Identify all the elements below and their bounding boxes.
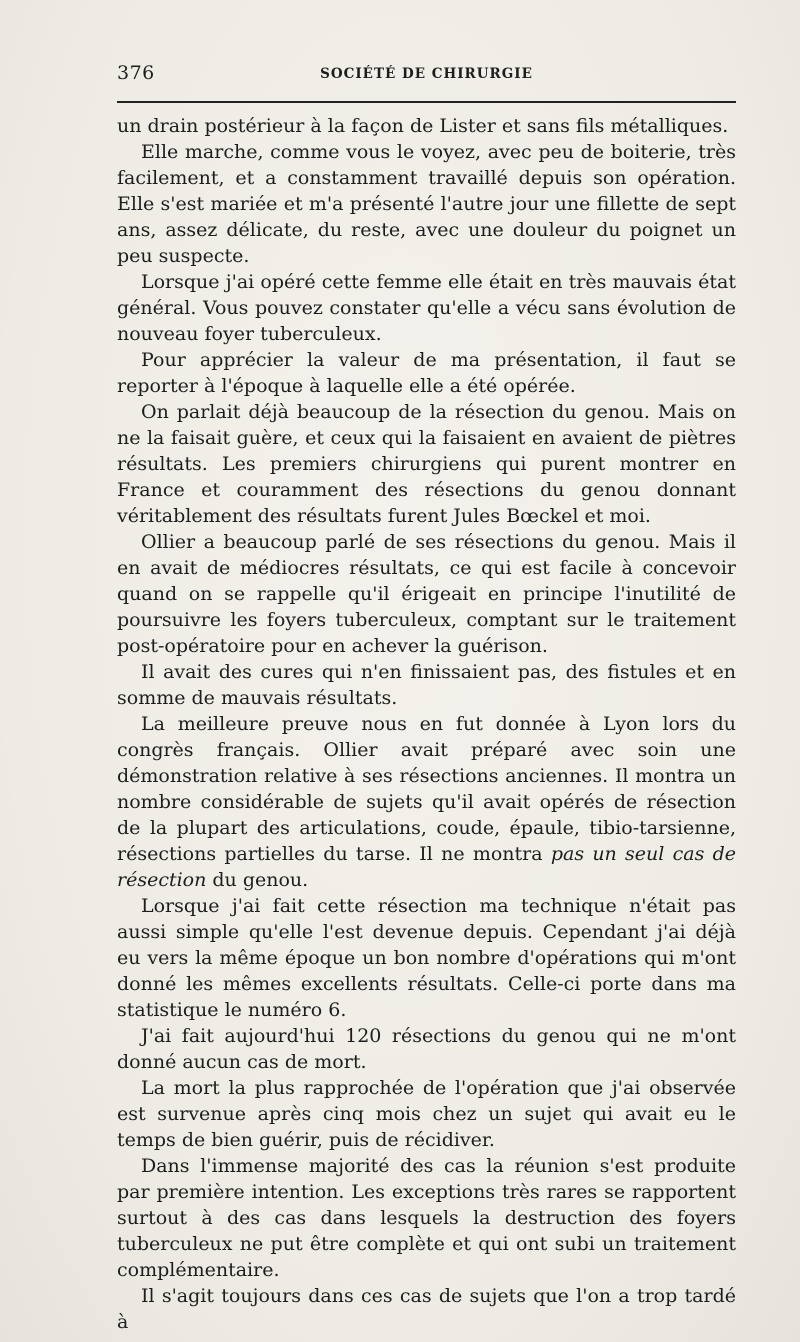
- paragraph: [117, 711, 736, 893]
- paragraph: Lorsque j'ai opéré cette femme elle était en très mauvais état général. Vous pouvez constater qu'elle a vécu sans évolution de nouveau foyer tuberculeux.: [117, 271, 736, 345]
- italic-emphasis: pas un seul cas de résection: [117, 843, 736, 891]
- paragraph: Ollier a beaucoup parlé de ses résections du genou. Mais il en avait de médiocres résultats, ce qui est facile à concevoir quand on se rappelle qu'il érigeait en principe l'inutilité de poursuivre les foyers tuberculeux, comptant sur le traitement post-opératoire pour en achever la guérison.: [117, 531, 736, 657]
- paragraph: Elle marche, comme vous le voyez, avec peu de boiterie, très facilement, et a constamment travaillé depuis son opération. Elle s'est mariée et m'a présenté l'autre jour une fillette de sept ans, assez délicate, du reste, avec une douleur du poignet un peu suspecte.: [117, 141, 736, 267]
- paragraph: Lorsque j'ai fait cette résection ma technique n'était pas aussi simple qu'elle l'est devenue depuis. Cependant j'ai déjà eu vers la même époque un bon nombre d'opérations qui m'ont donné les mêmes excellents résultats. Celle-ci porte dans ma statistique le numéro 6.: [117, 895, 736, 1021]
- paragraph: Il s'agit toujours dans ces cas de sujets que l'on a trop tardé à: [117, 1285, 736, 1333]
- paragraph: On parlait déjà beaucoup de la résection du genou. Mais on ne la faisait guère, et ceux qui la faisaient en avaient de piètres résultats. Les premiers chirurgiens qui purent montrer en France et couramment des résections du genou donnant véritablement des résultats furent Jules Bœckel et moi.: [117, 401, 736, 527]
- paragraph: Dans l'immense majorité des cas la réunion s'est produite par première intention. Les exceptions très rares se rapportent surtout à des cas dans lesquels la destruction des foyers tuberculeux ne put être complète et qui ont subi un traitement complémentaire.: [117, 1155, 736, 1281]
- paragraph: Il avait des cures qui n'en finissaient pas, des fistules et en somme de mauvais résultats.: [117, 661, 736, 709]
- paragraph: un drain postérieur à la façon de Lister et sans fils métalliques.: [117, 115, 729, 137]
- paragraph: Pour apprécier la valeur de ma présentation, il faut se reporter à l'époque à laquelle elle a été opérée.: [117, 349, 736, 397]
- page-header: [117, 62, 736, 86]
- paragraph: La mort la plus rapprochée de l'opération que j'ai observée est survenue après cinq mois chez un sujet qui avait eu le temps de bien guérir, puis de récidiver.: [117, 1077, 736, 1151]
- running-title: SOCIÉTÉ DE CHIRURGIE: [320, 66, 533, 82]
- header-rule: [117, 101, 736, 103]
- page-number: 376: [117, 62, 155, 84]
- paragraph: J'ai fait aujourd'hui 120 résections du genou qui ne m'ont donné aucun cas de mort.: [117, 1025, 736, 1073]
- paragraph-text: La meilleure preuve nous en fut donnée à Lyon lors du congrès français. Ollier avait préparé avec soin une démonstration relative à ses résections anciennes. Il montra un nombre considérable de sujets qu'il avait opérés de résection de la plupart des articulations, coude, épaule, tibio-tarsienne, résections partielles du tarse. Il ne montra: [117, 713, 736, 865]
- paragraph-text: du genou.: [206, 869, 309, 891]
- body-text: [117, 113, 736, 1335]
